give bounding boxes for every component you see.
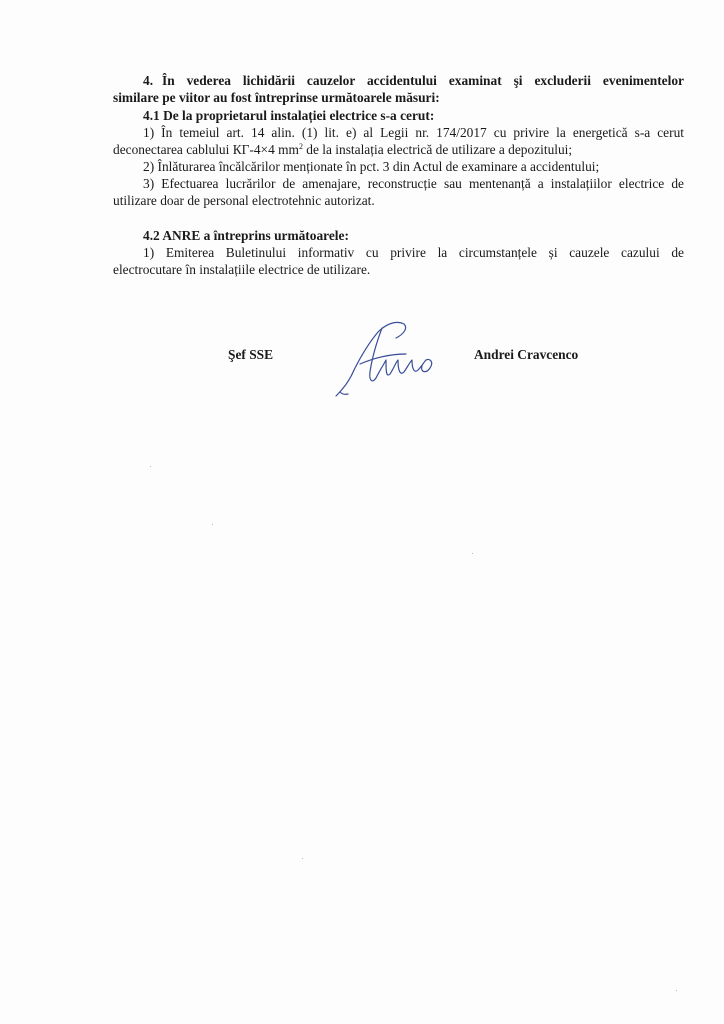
section-4-1-item1-line2 <box>113 142 572 158</box>
section-4-1-item3-line2: utilizare doar de personal electrotehnic autorizat. <box>113 193 375 208</box>
scan-speck <box>212 524 213 525</box>
signatory-name: Andrei Cravcenco <box>474 347 579 362</box>
section-4-2-heading: 4.2 ANRE a întreprins următoarele: <box>143 228 349 243</box>
scan-speck <box>472 553 473 554</box>
section-4-2-item1-line1: 1) Emiterea Buletinului informativ cu privire la circumstanțele și cauzele cazului de <box>143 245 684 260</box>
section-4-heading-line2: similare pe viitor au fost întreprinse următoarele măsuri: <box>113 90 440 105</box>
section-4-1-item2: 2) Înlăturarea încălcărilor menționate în pct. 3 din Actul de examinare a accidentului; <box>143 159 600 174</box>
handwritten-signature <box>330 318 440 400</box>
cable-spec-continuation: de la instalația electrică de utilizare a depozitului; <box>302 142 573 157</box>
position-title: Şef SSE <box>228 347 274 362</box>
section-4-number: 4. <box>143 73 154 88</box>
superscript-2: 2 <box>298 142 303 151</box>
section-4-2-item1-line2: electrocutare în instalațiile electrice de utilizare. <box>113 262 371 277</box>
cable-spec-text: deconectarea cablului КГ-4×4 mm <box>113 142 299 157</box>
scan-speck <box>676 990 677 991</box>
section-4-1-item3-line1: 3) Efectuarea lucrărilor de amenajare, reconstrucție sau mentenanță a instalațiilor electrice de <box>143 176 684 191</box>
section-4-1-item1-line1: 1) În temeiul art. 14 alin. (1) lit. e) al Legii nr. 174/2017 cu privire la energetică s-a cerut <box>143 125 684 140</box>
scan-speck <box>302 858 303 859</box>
section-4-heading-text: În vederea lichidării cauzelor accidentului examinat şi excluderii evenimentelor <box>162 73 684 88</box>
section-4-heading-line1 <box>143 73 684 89</box>
section-4-1-heading: 4.1 De la proprietarul instalației electrice s-a cerut: <box>143 108 435 123</box>
scan-speck <box>150 466 151 467</box>
